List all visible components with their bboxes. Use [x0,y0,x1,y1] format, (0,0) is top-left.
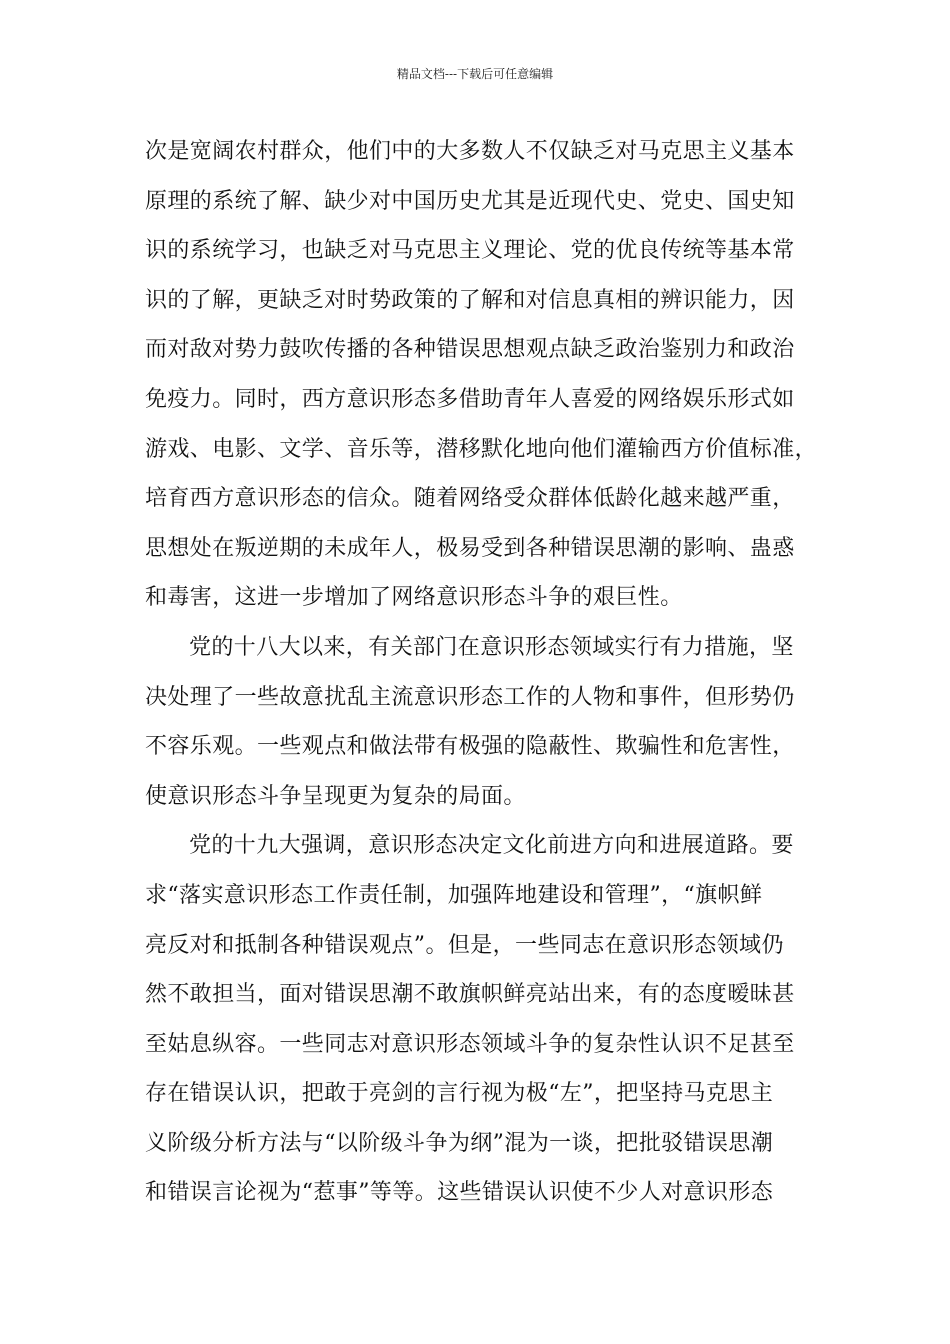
text-line: 亮反对和抵制各种错误观点”。但是，一些同志在意识形态领域仍 [145,932,784,958]
text-line: 和错误言论视为“惹事”等等。这些错误认识使不少人对意识形态 [145,1180,774,1206]
text-line: 义阶级分析方法与“以阶级斗争为纲”混为一谈，把批驳错误思潮 [145,1130,774,1156]
text-line: 求“落实意识形态工作责任制，加强阵地建设和管理”，“旗帜鲜 [145,882,763,908]
text-line: 党的十九大强调，意识形态决定文化前进方向和进展道路。要 [189,833,794,859]
text-line: 培育西方意识形态的信众。随着网络受众群体低龄化越来越严重， [145,486,795,512]
text-line: 和毒害，这进一步增加了网络意识形态斗争的艰巨性。 [145,585,683,611]
text-line: 游戏、电影、文学、音乐等，潜移默化地向他们灌输西方价值标准， [145,436,818,462]
text-line: 不容乐观。一些观点和做法带有极强的隐蔽性、欺骗性和危害性， [145,734,795,760]
text-line: 识的了解，更缺乏对时势政策的了解和对信息真相的辨识能力，因 [145,287,795,313]
text-line: 至姑息纵容。一些同志对意识形态领域斗争的复杂性认识不足甚至 [145,1031,795,1057]
paragraph-2 [145,627,825,825]
text-line: 原理的系统了解、缺少对中国历史尤其是近现代史、党史、国史知 [145,188,795,214]
text-line: 然不敢担当，面对错误思潮不敢旗帜鲜亮站出来，有的态度暧昧甚 [145,982,795,1008]
text-line: 而对敌对势力鼓吹传播的各种错误思想观点缺乏政治鉴别力和政治 [145,337,795,363]
page-header: 精品文档---下载后可任意编辑 [396,67,554,81]
text-line: 次是宽阔农村群众，他们中的大多数人不仅缺乏对马克思主义基本 [145,139,795,164]
paragraph-1 [145,131,825,627]
text-line: 党的十八大以来，有关部门在意识形态领域实行有力措施，坚 [189,634,794,660]
text-line: 决处理了一些故意扰乱主流意识形态工作的人物和事件，但形势仍 [145,684,795,710]
text-line: 存在错误认识，把敢于亮剑的言行视为极“左”，把坚持马克思主 [145,1081,774,1107]
text-line: 使意识形态斗争呈现更为复杂的局面。 [145,783,526,809]
text-line: 识的系统学习，也缺乏对马克思主义理论、党的优良传统等基本常 [145,238,795,264]
text-line: 免疫力。同时，西方意识形态多借助青年人喜爱的网络娱乐形式如 [145,386,795,412]
paragraph-3 [145,825,825,1222]
text-line: 思想处在叛逆期的未成年人，极易受到各种错误思潮的影响、蛊惑 [145,535,795,561]
document-body [145,131,825,1222]
